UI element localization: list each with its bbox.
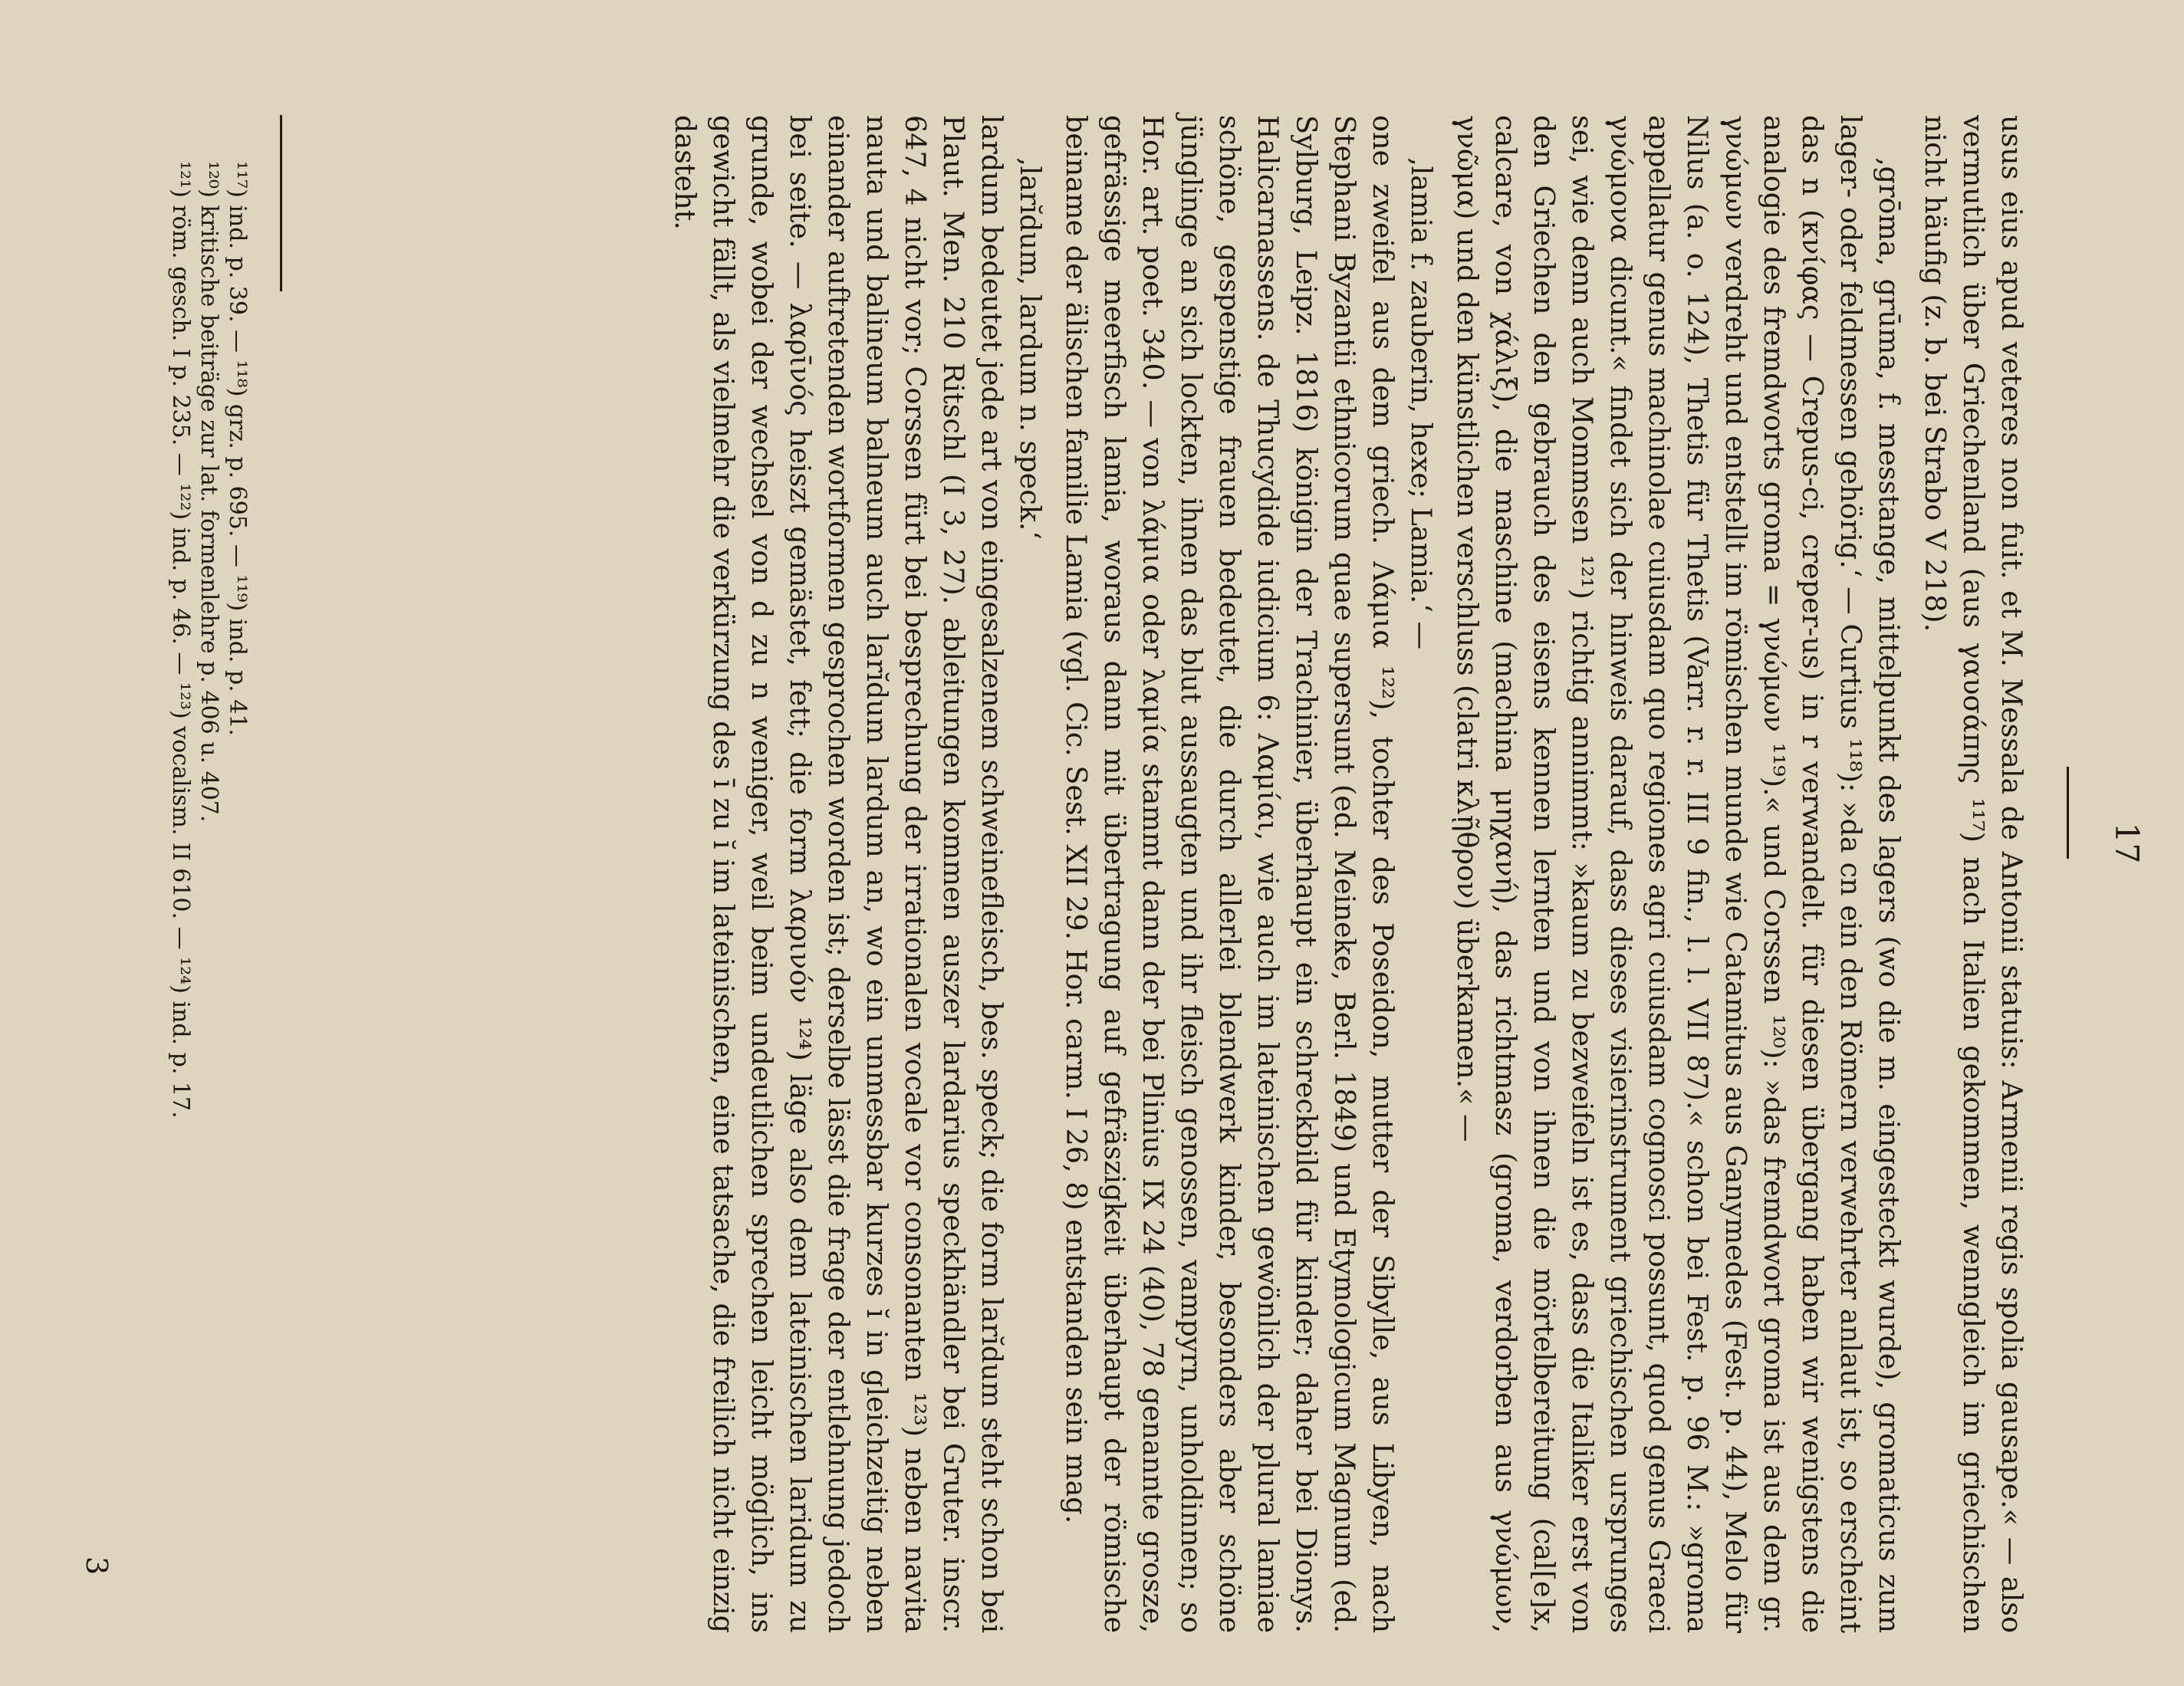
paragraph: ‚grōma, grūma, f. messtange, mittelpunkt des lagers (wo die m. eingesteckt wurde), gromaticus zum lager- oder feldmessen gehörig.‘ — Curtius ¹¹⁸): »da cn ein den Römern verwehrter anlaut ist, so erscheint das n (κνίφας — Crepus-ci, creper-us) in r verwandelt. für diesen übergang haben wir wenigstens die analogie des fremdworts groma = γνώμων ¹¹⁹).« und Corssen ¹²⁰): »das fremdwort groma ist aus dem gr. γνώμων verdreht und entstellt im römischen munde wie Catamitus aus Ganymedes (Fest. p. 44), Melo für Nilus (a. o. 124), Thetis für Thetis (Varr. r. r. III 9 fin., l. l. VII 87).« schon bei Fest. p. 96 M.: »groma appellatur genus machinolae cuiusdam quo regiones agri cuiusdam cognosci possunt, quod genus Graeci γνώμονα dicunt.« findet sich der hinweis darauf, dass dieses visierinstrument griechischen ursprunges sei, wie denn auch Mommsen ¹²¹) richtig annimmt: »kaum zu bezweifeln ist es, dass die Italiker erst von den Griechen den gebrauch des eisens kennen lernten und von ihnen die mörtelbereitung (cal[e]x, calcare, von χάλιξ), die maschine (machina μηχανή), das richtmasz (groma, verdorben aus γνώμων, γνῶμα) und den künstlichen verschluss (clatri κλῇθρον) überkamen.« — (1451, 115, 1906, 1633)
footnote: ¹¹⁷) ind. p. 39. — ¹¹⁸) grz. p. 695. — ¹¹⁹) ind. p. 41. (224, 161, 251, 736)
paragraph: ‚larĭdum, lardum n. speck.‘ (1014, 157, 1047, 540)
header-rule (2067, 767, 2069, 859)
page-number: 17 (2108, 822, 2146, 864)
paragraph: one zweifel aus dem griech. Λάμια ¹²²), tochter des Poseidon, mutter der Sibylle, aus Libyen, nach Stephani Byzantii ethnicorum quae supersunt (ed. Meineke, Berl. 1849) und Etymologicum Magnum (ed. Sylburg, Leipz. 1816) königin der Trachinier, überhaupt ein schreckbild für kinder; daher bei Dionys. Halicarnassens. de Thucydide iudicium 6: Λαμίαι, wie auch im lateinischen gewönlich der plural lamiae schöne, gespenstige frauen bedeutet, die durch allerlei blendwerk kinder, besonders aber schöne jünglinge an sich lockten, ihnen das blut aussaugten und ihr fleisch genossen, vampyrn, unholdinnen; so Hor. art. poet. 340. — von λάμια oder λαμία stammt dann der bei Plinius IX 24 (40), 78 genannte grosze, gefrässige meerfisch lamia, woraus dann mit übertragung auf gefräszigkeit überhaupt der römische beiname der älischen familie Lamia (vgl. Cic. Sest. XII 29. Hor. carm. I 26, 8) entstanden sein mag. (1060, 115, 1400, 1633)
paragraph: ‚lamia f. zauberin, hexe; Lamia.‘ — (1405, 157, 1438, 649)
footnote: ¹²¹) röm. gesch. I p. 235. — ¹²²) ind. p. 46. — ¹²³) vocalism. II 610. — ¹²⁴) ind. p. 17. (167, 161, 194, 1119)
footnote-rule (280, 115, 282, 291)
footnotes (166, 161, 252, 1541)
body-text (666, 115, 2031, 1633)
signature-mark: 3 (80, 1556, 113, 1576)
paragraph: lardum bedeutet jede art von eingesalzenem schweinefleisch, bes. speck; die form larĭdum steht schon bei Plaut. Men. 210 Ritschl (I 3, 27). ableitungen kommen auszer lardarius speckhändler bei Gruter. inscr. 647, 4 nicht vor; Corssen fürt bei besprechung der irrationalen vocale vor consonanten ¹²³) neben navita nauta und balineum balneum auch larĭdum lardum an, wo ein unmessbar kurzes ĭ in gleichzeitig neben einander auftretenden wortformen gesprochen worden ist; derselbe lässt die frage der entlehnung jedoch bei seite. — λαρῑνός heiszt gemästet, fett; die form λαρινόν ¹²⁴) läge also dem lateinischen laridum zu grunde, wobei der wechsel von d zu n weniger, weil beim undeutlichen sprechen leicht möglich, ins gewicht fällt, als vielmehr die verkürzung des ī zu ĭ im lateinischen, eine tatsache, die freilich nicht einzig dasteht. (669, 115, 1008, 1633)
footnote: ¹²⁰) kritische beiträge zur lat. formenlehre p. 406 u. 407. (196, 161, 222, 823)
paragraph: usus eius apud veteres non fuit. et M. Messala de Antonii statuis: Armenii regis spolia gausape.« — also vermutlich über Griechenland (aus γαυσάπης ¹¹⁷) nach Italien gekommen, wenngleich im griechischen nicht häufig (z. b. bei Strabo V 218). (1919, 115, 2028, 1633)
